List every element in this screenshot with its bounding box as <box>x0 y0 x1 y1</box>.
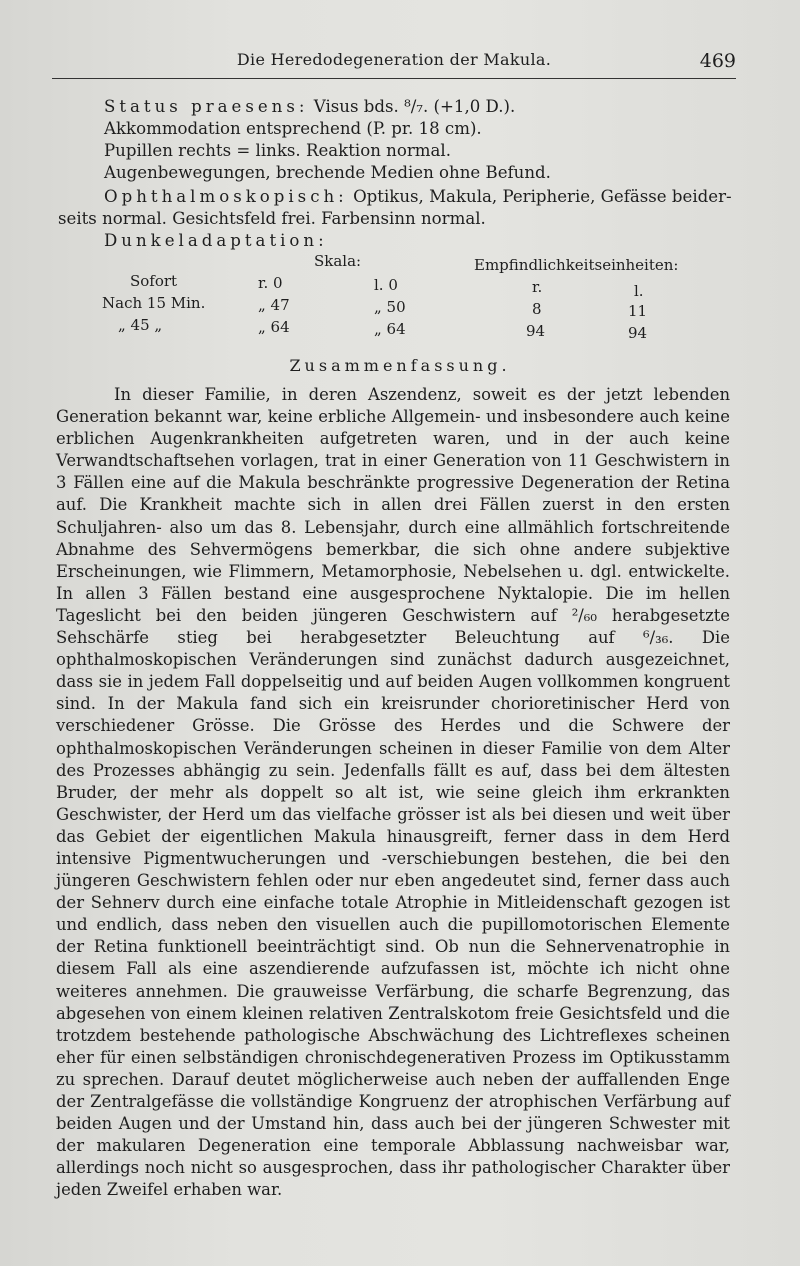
status-praesens-label: Status praesens: <box>104 97 309 116</box>
empfindlichkeit-header: Empfindlichkeitseinheiten: <box>474 256 679 274</box>
row-1-empf-r: r. <box>532 278 543 296</box>
status-line-5 <box>104 186 780 208</box>
visus-text: Visus bds. ⁸/₇. (+1,0 D.). <box>313 97 516 116</box>
row-3-empf-l: 94 <box>628 324 648 342</box>
skala-header: Skala: <box>314 252 362 270</box>
status-line-3: Pupillen rechts = links. Reaktion normal. <box>104 141 451 160</box>
row-1-time: Sofort <box>130 272 178 290</box>
row-2-skala-r: „ 47 <box>258 296 290 314</box>
row-3-empf-r: 94 <box>526 322 546 340</box>
row-1-empf-l: l. <box>634 282 644 300</box>
running-header <box>52 42 736 79</box>
status-line-6: seits normal. Gesichtsfeld frei. Farbensinn normal. <box>58 209 486 228</box>
status-line-2: Akkommodation entsprechend (P. pr. 18 cm). <box>104 119 482 138</box>
status-line-7 <box>104 230 780 252</box>
dunkeladaptation-label: Dunkeladaptation: <box>104 231 328 250</box>
row-3-skala-l: „ 64 <box>374 320 406 338</box>
body-text <box>56 384 730 1201</box>
row-3-skala-r: „ 64 <box>258 318 290 336</box>
row-1-skala-l: l. 0 <box>374 276 398 294</box>
row-2-empf-r: 8 <box>532 300 542 318</box>
row-2-time: Nach 15 Min. <box>102 294 206 312</box>
running-title: Die Heredodegeneration der Makula. <box>236 50 552 69</box>
ophthalmoskopisch-label: Ophthalmoskopisch: <box>104 187 348 206</box>
row-2-empf-l: 11 <box>628 302 648 320</box>
ophthalmoskopisch-text: Optikus, Makula, Peripherie, Gefässe beider- <box>353 187 732 206</box>
section-heading: Zusammenfassung. <box>289 356 511 375</box>
row-2-skala-l: „ 50 <box>374 298 406 316</box>
row-3-time: „ 45 „ <box>118 316 163 334</box>
status-line-4: Augenbewegungen, brechende Medien ohne Befund. <box>104 163 551 182</box>
status-line-1 <box>104 96 780 118</box>
row-1-skala-r: r. 0 <box>258 274 283 292</box>
page-number: 469 <box>699 50 736 72</box>
summary-paragraph: In dieser Familie, in deren Aszendenz, soweit es der jetzt lebenden Generation bekannt war, keine erbliche Allgemein- und insbesondere auch keine erblichen Augenkrankheiten aufgetreten waren, und in der auch keine Verwandtschaftsehen vorlagen, trat in einer Generation von 11 Geschwistern in 3 Fällen eine auf die Makula beschränkte progressive Degeneration der Retina auf. Die Krankheit machte sich in allen drei Fällen zuerst in den ersten Schuljahren- also um das 8. Lebensjahr, durch eine allmählich fortschreitende Abnahme des Sehvermögens bemerkbar, die sich ohne andere subjektive Erscheinungen, wie Flimmern, Metamorphosie, Nebelsehen u. dgl. entwickelte. In allen 3 Fällen bestand eine ausgesprochene Nyktalopie. Die im hellen Tageslicht bei den beiden jüngeren Geschwistern auf ²/₆₀ herabgesetzte Sehschärfe stieg bei herabgesetzter Beleuchtung auf ⁶/₃₆. Die ophthalmoskopischen Veränderungen sind zunächst dadurch ausgezeichnet, dass sie in jedem Fall doppelseitig und auf beiden Augen vollkommen kongruent sind. In der Makula fand sich ein kreisrunder chorioretinischer Herd von verschiedener Grösse. Die Grösse des Herdes und die Schwere der ophthalmoskopischen Veränderungen scheinen in dieser Familie von dem Alter des Prozesses abhängig zu sein. Jedenfalls fällt es auf, dass bei dem ältesten Bruder, der mehr als doppelt so alt ist, wie seine gleich ihm erkrankten Geschwister, der Herd um das vielfache grösser ist als bei diesen und weit über das Gebiet der eigentlichen Makula hinausgreift, ferner dass in dem Herd intensive Pigmentwucherungen und -verschiebungen bestehen, die bei den jüngeren Geschwistern fehlen oder nur eben angedeutet sind, ferner dass auch der Sehnerv durch eine einfache totale Atrophie in Mitleidenschaft gezogen ist und endlich, dass neben den visuellen auch die pupillomotorischen Elemente der Retina funktionell beeinträchtigt sind. Ob nun die Sehnervenatrophie in diesem Fall als eine aszendierende aufzufassen ist, möchte ich nicht ohne weiteres annehmen. Die grauweisse Verfärbung, die scharfe Begrenzung, das abgesehen von einem kleinen relativen Zentralskotom freie Gesichtsfeld und die trotzdem bestehende pathologische Abschwächung des Lichtreflexes scheinen eher für einen selbständigen chronischdegenerativen Prozess im Optikusstamm zu sprechen. Darauf deutet möglicherweise auch neben der auffallenden Enge der Zentralgefässe die vollständige Kongruenz der atrophischen Verfärbung auf beiden Augen und der Umstand hin, dass auch bei der jüngeren Schwester mit der makularen Degeneration eine temporale Abblassung nachweisbar war, allerdings noch nicht so ausgesprochen, dass ihr pathologischer Charakter über jeden Zweifel erhaben war. <box>56 385 730 1200</box>
